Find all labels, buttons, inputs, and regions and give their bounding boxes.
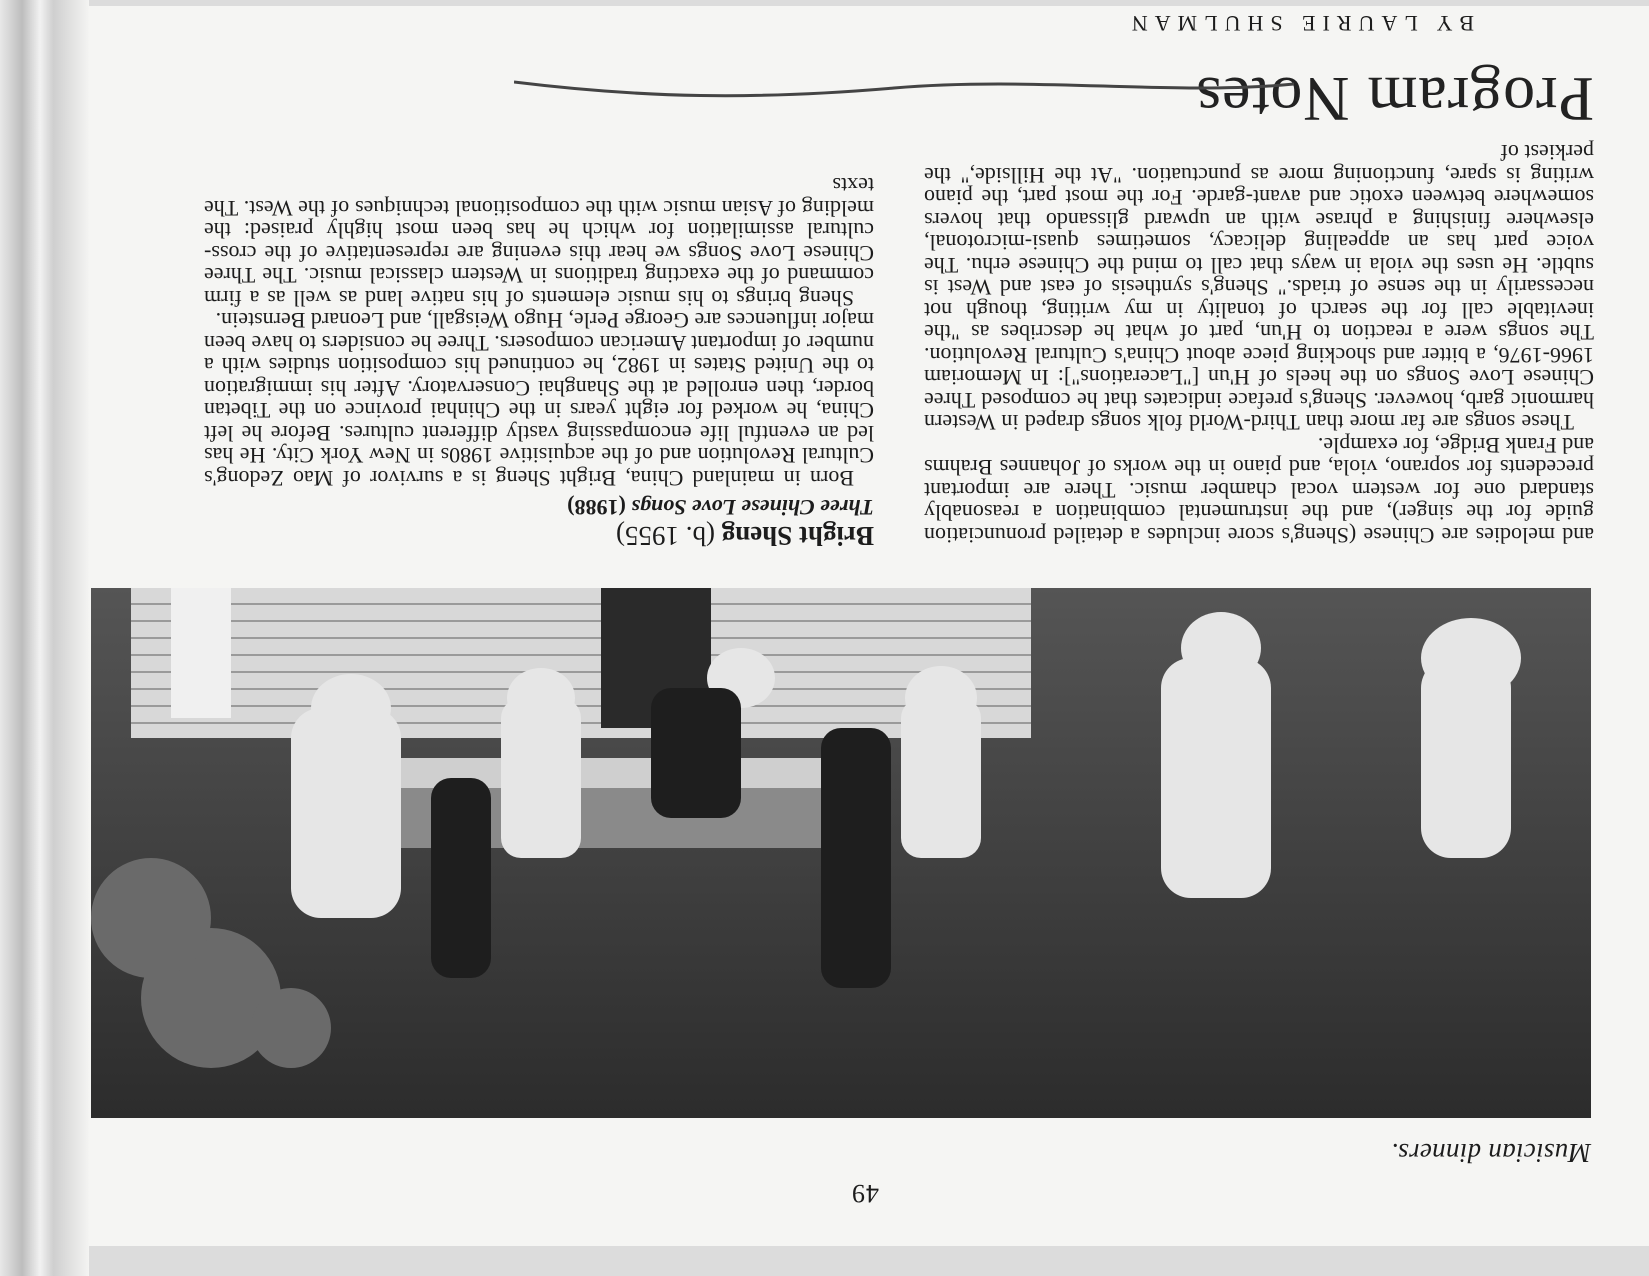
work-title: Three Chinese Love Songs (631, 495, 874, 520)
program-notes-title: Program Notes (1195, 64, 1594, 135)
decorative-swash-icon (514, 66, 1294, 106)
title-block (94, 0, 1594, 136)
photograph (91, 588, 1591, 1118)
byline: BY LAURIE SHULMAN (1124, 11, 1474, 36)
page (89, 6, 1649, 1246)
page-number: 49 (851, 1179, 879, 1208)
right-text-column (924, 141, 1594, 546)
binding-shadow (0, 0, 89, 1276)
composer-years: (b. 1955) (615, 521, 715, 551)
paragraph: and melodies are Chinese (Sheng's score includes a detailed pronunciation guide for the singer), and the instrumental combination a reasonably standard one for western vocal chamber music. There are important precedents for soprano, viola, and piano in the works of Johannes Brahms and Frank Bridge, for example. (924, 433, 1594, 548)
paragraph: These songs are far more than Third-World folk songs draped in Western harmonic garb, however. Sheng's preface indicates that he composed Three Chinese Love Songs on the heels of H'un ["Lacerations"]: In Memoriam 1966-1976, a bitter and shocking piece about China's Cultural Revolution. The songs were a reaction to H'un, part of what he describes as "the inevitable call for the search of tonality in my writing, though not necessarily in the sense of triads." Sheng's synthesis of east and West is subtle. He uses the viola in ways that call to mind the Chinese erhu. The voice part has an appealing delicacy, sometimes quasi-microtonal, elsewhere finishing a phrase with an upward glissando that hovers somewhere between exotic and avant-garde. For the most part, the piano writing is spare, functioning more as punctuation. "At the Hillside," the perkiest of (924, 140, 1594, 436)
composer-heading (204, 521, 874, 551)
paragraph: Sheng brings to his music elements of his native land as well as a firm command of the exacting traditions in Western classical music. The Three Chinese Love Songs we hear this evening are representative of the cross-cultural assimilation for which he has been most highly praised: the melding of Asian music with the compositional techniques of the West. The texts (204, 173, 874, 311)
photo-caption: Musician dinners. (1390, 1138, 1591, 1168)
photograph-icon (91, 588, 1591, 1118)
work-heading (204, 493, 874, 521)
paragraph: Born in mainland China, Bright Sheng is a survivor of Mao Zedong's Cultural Revolution and of the acquisitive 1980s in New York City. He has led an eventful life encompassing vastly different cultures. Before he left China, he worked for eight years in the Chinhai province on the Tibetan border, then enrolled at the Shanghai Conservatory. After his immigration to the United States in 1982, he continued his composition studies with a number of important American composers. Three he considers to have been major influences are George Perle, Hugo Weisgall, and Leonard Bernstein. (204, 308, 874, 491)
left-text-column (204, 174, 874, 561)
work-year: (1988) (567, 495, 626, 520)
composer-name: Bright Sheng (721, 521, 874, 551)
